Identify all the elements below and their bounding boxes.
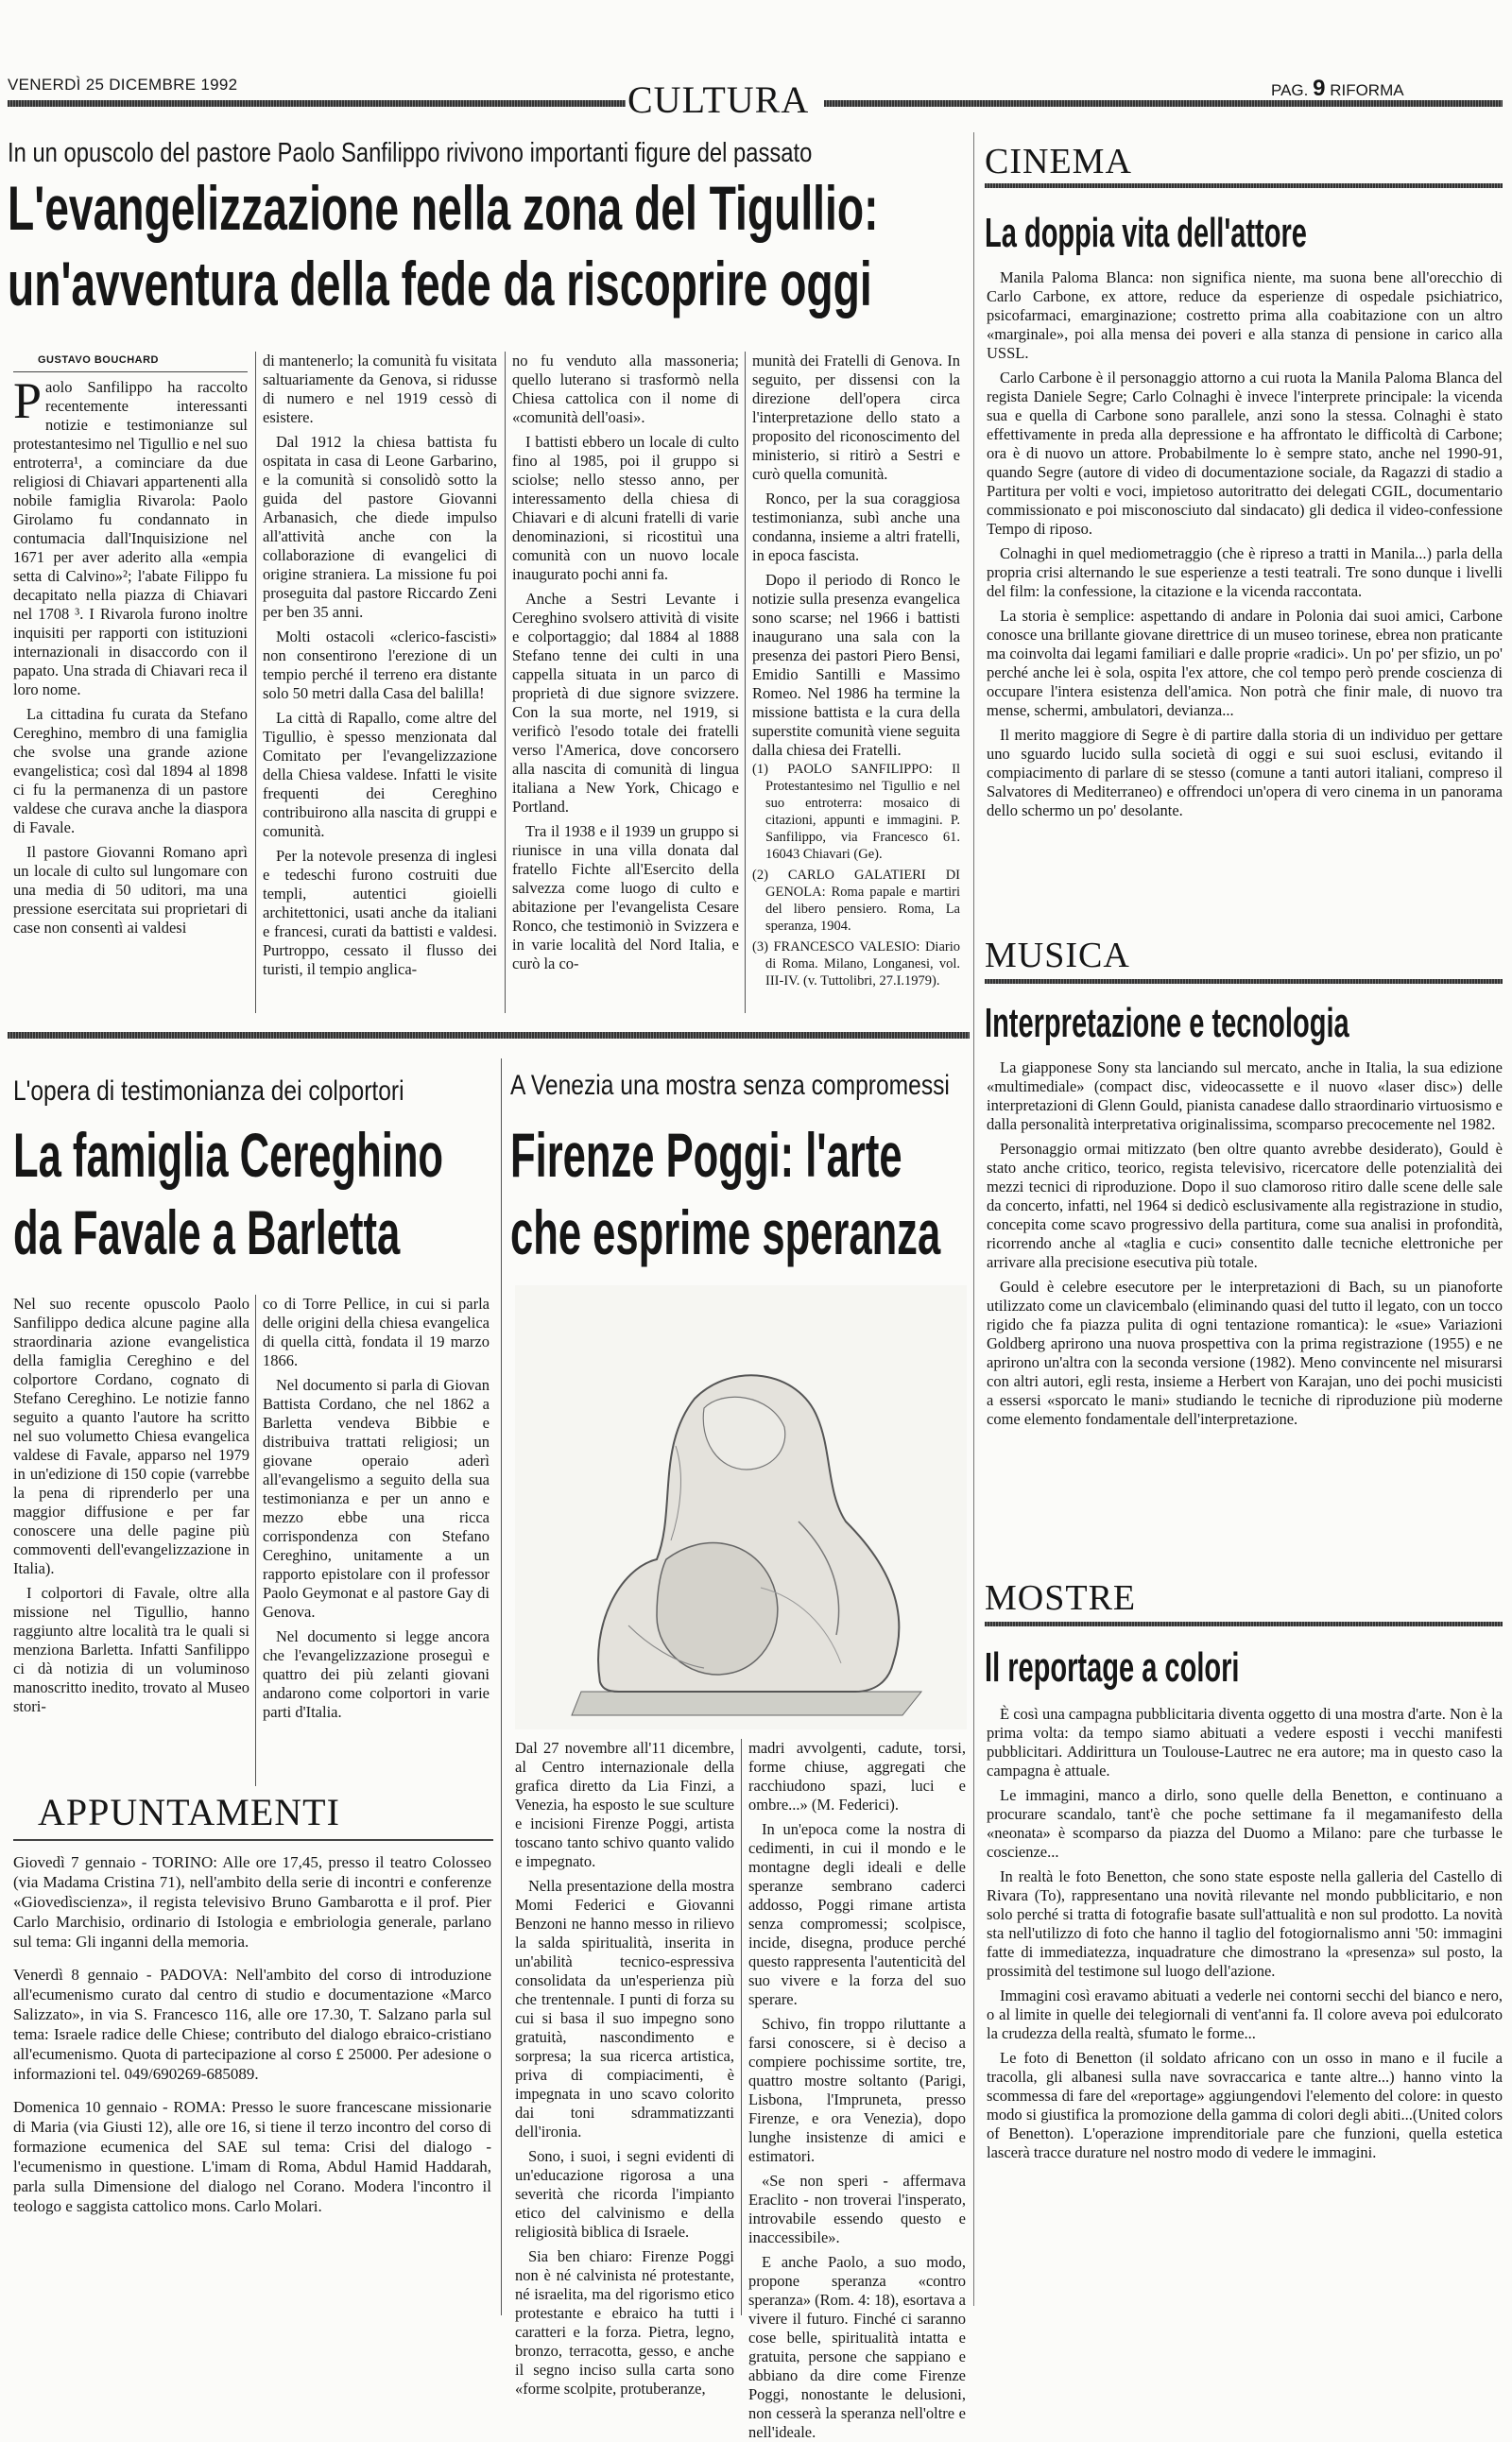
author-rule — [13, 371, 248, 372]
mostre-p5: Le foto di Benetton (il soldato africano con un osso in mano e il fucile a tracolla, gli albanesi sulla nave sovraccarica e tante altre...) hanno vinto la scommessa di fare del «reportage» aggiungendovi l'elemento del colore: in questo modo si giustifica la promozione della gamma di colori degli abiti...(United colors of Benetton). L'operazione imprenditoriale pare che funzioni, quella estetica lascerà tracce durature nel nostro modo di vedere le immagini. — [987, 2049, 1503, 2161]
cinema-title: La doppia vita dell'attore — [985, 210, 1307, 256]
page-label: PAG. — [1271, 81, 1309, 99]
cinema-p2: Carlo Carbone è il personaggio attorno a cui ruota la Manila Paloma Blanca del regista Daniele Segre; Carlo Colnaghi è invece l'interprete principale: la vicenda sua e quella di Carbone sono parallele, anzi sono la stessa. Colnaghi è stato effettivamente in preda alla depressione e ha affrontato le difficoltà di Carbone; ora è di nuovo un attore. Probabilmente lo è sempre stato, anche nel 1990-91, quando Segre (autore di video di documentazione sociale, da Ragazzi di stadio a Partitura per volti e voci, impietoso autoritratto dei delegati CGIL, documentario commissionato e poi misconosciuto dal sindacato) gli dedica il video-confessione Tempo di riposo. — [987, 369, 1503, 538]
col-divider — [745, 352, 746, 1013]
poggi-col1-p3: Sono, i suoi, i segni evidenti di un'educazione rigorosa a una severità che ricorda l'impianto etico del calvinismo e della religiosità biblica di Israele. — [515, 2147, 734, 2241]
lead-footnotes — [752, 761, 960, 1011]
cinema-rule — [985, 183, 1503, 188]
col-divider — [255, 352, 256, 1013]
cereghino-col-2 — [263, 1295, 490, 1786]
musica-p1: La giapponese Sony sta lanciando sul mercato, anche in Italia, la sua edizione «multimediale» (compact disc, videocassette e il nuovo «laser disc») delle interpretazioni di Glenn Gould, pianista canadese dallo straordinario virtuosismo e dalla personalità interpretativa originalissima, scomparso precocemente nel 1982. — [987, 1058, 1503, 1133]
lead-col4-p2: Ronco, per la sua coraggiosa testimonianza, subì anche una condanna, insieme a altri fratelli, in epoca fascista. — [752, 490, 960, 564]
footnote-3: (3) FRANCESCO VALESIO: Diario di Roma. Milano, Longanesi, vol. III-IV. (v. Tuttolibri, 27.I.1979). — [752, 939, 960, 989]
cereghino-col2-p2: Nel documento si parla di Giovan Battista Cordano, che nel 1862 a Barletta vendeva Bibbie e distribuiva trattati religiosi; un giovane operaio aderì all'evangelismo a seguito della sua testimonianza e per un anno e mezzo ebbe una ricca corrispondenza con Stefano Cereghino, unitamente a un rapporto epistolare con il professor Paolo Geymonat e al pastore Gay di Genova. — [263, 1376, 490, 1621]
lead-col3-p4: Tra il 1938 e il 1939 un gruppo si riunisce in una villa donata dal fratello Fichte all'Esercito della salvezza come luogo di culto e abitazione per l'evangelista Cesare Ronco, che testimoniò in Svizzera e in varie località del Nord Italia, e curò la co- — [512, 822, 739, 972]
lead-col-4 — [752, 352, 960, 759]
poggi-col-1 — [515, 1739, 734, 2398]
page-info — [1271, 76, 1404, 102]
lead-col3-p3: Anche a Sestri Levante i Cereghino svolsero attività di visite e colportaggio; dal 1884 al 1888 Stefano tenne dei culti in una cappella situata in un parco di proprietà di due signore svizzere. Con la sua morte, nel 1919, si verificò l'esodo totale dei fratelli verso l'America, dove concorsero alla nascita di comunità di lingua italiana a New York, Chicago e Portland. — [512, 590, 739, 816]
sculpture-photo — [515, 1285, 967, 1729]
footnote-2: (2) CARLO GALATIERI DI GENOLA: Roma papale e martiri del libero pensiero. Roma, La speranza, 1904. — [752, 868, 960, 934]
poggi-title-line2: che esprime speranza — [510, 1197, 941, 1267]
lead-col-3 — [512, 352, 739, 1013]
poggi-col2-p2: In un'epoca come la nostra di cedimenti, in cui il mondo e le montagne degli ideali e delle speranze sembrano caderci addosso, Poggi rimane artista senza compromessi; scolpisce, incide, disegna, produce perché questo rappresenta l'autenticità del suo vivere e la forza del suo sperare. — [748, 1820, 966, 2008]
lead-title-line1: L'evangelizzazione nella zona del Tigullio: — [8, 173, 879, 243]
mostre-p3: In realtà le foto Benetton, che sono state esposte nella galleria del Castello di Rivara (To), rappresentano una novità rilevante nel mondo pubblicitario, e non solo perché si tratta di fotografie basate sull'attualità e non sul prodotto. La novità sta nell'utilizzo di foto che hanno il taglio del fotogiornalismo anni '50: immagini fatte di immediatezza, inquadrature che dimostrano la «presenza» sul posto, la prossimità del testimone sul luogo dell'azione. — [987, 1867, 1503, 1980]
lead-col3-p1: no fu venduto alla massoneria; quello luterano si trasformò nella Chiesa cattolica con il nome di «comunità dell'oasi». — [512, 352, 739, 426]
footnote-1: (1) PAOLO SANFILIPPO: Il Protestantesimo nel Tigullio e nel suo entroterra: mosaico di citazioni, appunti e immagini. P. Sanfilippo, via Francesco 61. 16043 Chiavari (Ge). — [752, 762, 960, 862]
lead-col1-p1: Paolo Sanfilippo ha raccolto recentemente interessanti notizie e testimonianze sul protestantesimo nel Tigullio e nel suo entroterra¹, a cominciare da due religiosi di Chiavari appartenenti alla nobile famiglia Rivarola: Paolo Girolamo fu condannato in contumacia dall'Inquisizione nel 1671 per aver aderito alla «empia setta di Calvino»²; l'abate Filippo fu decapitato nella piazza di Chiavari nel 1708 ³. I Rivarola furono inoltre inquisiti per rapporti con istituzioni internazionali in disaccordo con il papato. Una strada di Chiavari reca il loro nome. — [13, 372, 248, 698]
musica-title: Interpretazione e tecnologia — [985, 1000, 1349, 1046]
poggi-title-line1: Firenze Poggi: l'arte — [510, 1120, 902, 1190]
lead-kicker: In un opuscolo del pastore Paolo Sanfilippo rivivono importanti figure del passato — [8, 138, 813, 168]
cereghino-col1-p1: Nel suo recente opuscolo Paolo Sanfilippo dedica alcune pagine alla straordinaria azione evangelistica della famiglia Cereghino e del colportore Cordano, cognato di Stefano Cereghino. Le notizie fanno seguito a quanto l'autore ha scritto nel suo volumetto Chiesa evangelica valdese di Favale, apparso nel 1979 in un'edizione di 150 copie (varrebbe la pena di riprenderlo per una maggior diffusione e per far conoscere una delle pagine più commoventi dell'evangelizzazione in Italia). — [13, 1295, 249, 1577]
cinema-section: CINEMA — [985, 142, 1132, 181]
poggi-col-2 — [748, 1739, 966, 2441]
cereghino-col2-p3: Nel documento si legge ancora che l'evangelizzazione proseguì e quattro dei più zelanti giovani andarono come colportori in varie parti d'Italia. — [263, 1627, 490, 1721]
col-divider — [505, 352, 506, 1013]
issue-date: VENERDÌ 25 DICEMBRE 1992 — [8, 76, 238, 94]
paper-name: RIFORMA — [1330, 81, 1404, 99]
right-column-divider — [973, 132, 974, 2306]
lead-col2-p1: di mantenerlo; la comunità fu visitata saltuariamente da Genova, si ridusse di numero e nel 1919 cessò di esistere. — [263, 352, 497, 426]
musica-p2: Personaggio ormai mitizzato (ben oltre quanto avrebbe desiderato), Gould è stato anche critico, teorico, regista televisivo, ricercatore delle potenzialità dei mezzi tecnici di riproduzione. Dopo il suo clamoroso ritiro dalle scene delle sale da concerto, infatti, nel 1964 si dedicò esclusivamente alla registrazione in studio, concepita come scavo progressivo della partitura, come sua analisi in profondità, ricorrendo anche al «taglia e cuci» consentito dalle tecniche elettroniche per arrivare alla precisione esecutiva più totale. — [987, 1140, 1503, 1271]
col-divider — [255, 1295, 256, 1786]
poggi-col2-p4: «Se non speri - affermava Eraclito - non troverai l'insperato, introvabile essendo questo e inaccessibile». — [748, 2172, 966, 2246]
appointment-item: Domenica 10 gennaio - ROMA: Presso le suore francescane missionarie di Maria (via Giusti 12), alle ore 16, si tiene il terzo incontro del corso di formazione ecumenica del SAE sul tema: Crisi del dialogo - l'ecumenismo in questione. L'imam di Roma, Abdul Hamid Haddarah, parla sulla Dimensione del dialogo nel Corano. Modera l'incontro il teologo e saggista cattolico mons. Carlo Molari. — [13, 2098, 491, 2215]
page-number: 9 — [1313, 76, 1326, 101]
cereghino-col1-p2: I colportori di Favale, oltre alla missione nel Tigullio, hanno raggiunto altre località tra le quali si menziona Barletta. Infatti Sanfilippo ci dà notizia di un voluminoso manoscritto inedito, trovato al Museo stori- — [13, 1584, 249, 1715]
lead-col2-p3: Molti ostacoli «clerico-fascisti» non consentirono l'erezione di un tempio perché il terreno era distante solo 50 metri dalla Casa del balilla! — [263, 628, 497, 702]
section-title: CULTURA — [627, 78, 810, 121]
drop-cap: P — [13, 372, 43, 429]
lead-col4-p1: munità dei Fratelli di Genova. In seguito, per dissensi con la direzione dell'opera circa l'interpretazione dello stato a proposito del riconoscimento del ministerio, si ritirò a Sestri e curò quella comunità. — [752, 352, 960, 483]
mostre-p1: È così una campagna pubblicitaria diventa oggetto di una mostra d'arte. Non è la prima volta: da tempo siamo abituati a vedere esposti i vecchi manifesti pubblicitari. Addirittura un Toulouse-Lautrec ne era autore; ma in questo caso la campagna è attuale. — [987, 1705, 1503, 1780]
mostre-section: MOSTRE — [985, 1578, 1137, 1618]
mostre-title: Il reportage a colori — [985, 1644, 1240, 1691]
appuntamenti-rule — [13, 1839, 493, 1841]
masthead-rule-left — [8, 100, 626, 107]
lead-col2-p5: Per la notevole presenza di inglesi e tedeschi furono costruiti due templi, autentici gioielli architettonici, usati anche da italiani e francesi, curati da battisti e valdesi. Purtroppo, cessato il flusso dei turisti, il tempio anglica- — [263, 847, 497, 978]
lead-author: GUSTAVO BOUCHARD — [38, 354, 159, 366]
musica-p3: Gould è celebre esecutore per le interpretazioni di Bach, su un pianoforte utilizzato come un clavicembalo (eliminando quasi del tutto il legato, con un tocco rigido che fa piazza pulita di ogni tentazione romantica): le «sue» Variazioni Goldberg aprirono una nuova prospettiva con la prima registrazione (1955) e ne aprirono un'altra con la seconda versione (1982). Meno convincente nel misurarsi con altri autori, egli resta, insieme a Herbert von Karajan, uno dei pochi musicisti a essersi «sporcato le mani» studiando le tecniche di riproduzione più moderne come elemento fondamentale dell'interpretazione. — [987, 1278, 1503, 1428]
col-divider — [741, 1739, 742, 2315]
poggi-col1-p1: Dal 27 novembre all'11 dicembre, al Centro internazionale della grafica diretto da Lia Finzi, a Venezia, ha esposto le sue sculture e incisioni Firenze Poggi, artista toscano tanto schivo quanto valido e impegnato. — [515, 1739, 734, 1870]
cinema-body — [987, 268, 1503, 902]
cereghino-title-line2: da Favale a Barletta — [13, 1197, 401, 1267]
musica-body — [987, 1058, 1503, 1720]
cereghino-title-line1: La famiglia Cereghino — [13, 1120, 444, 1190]
cinema-p3: Colnaghi in quel mediometraggio (che è ripreso a tratti in Manila...) parla della propria crisi alternando le sue esperienze a testi teatrali. Tre sono dunque i livelli del film: la confessione, la citazione e la vicenda raccontata. — [987, 544, 1503, 600]
poggi-kicker: A Venezia una mostra senza compromessi — [510, 1070, 950, 1101]
lower-section-rule — [8, 1032, 970, 1039]
lead-col-1 — [13, 372, 248, 1011]
lead-col2-p2: Dal 1912 la chiesa battista fu ospitata in casa di Leone Garbarino, e la comunità si consolidò sotto la guida del pastore Giovanni Arbanasich, che diede impulso all'attività anche con la collaborazione di evangelici di origine straniera. La missione fu poi proseguita dal pastore Riccardo Zeni per ben 35 anni. — [263, 433, 497, 621]
mostre-rule — [985, 1622, 1503, 1626]
appointment-item: Venerdì 8 gennaio - PADOVA: Nell'ambito del corso di introduzione all'ecumenismo curato dal centro di studio e documentazione «Marco Salizzato», in via S. Francesco 116, alle ore 17.30, T. Salzano parla sul tema: Israele radice delle Chiese; contributo del dialogo ebraico-cristiano all'ecumenismo. Quota di partecipazione al corso £ 25000. Per adesione o informazioni tel. 049/690269-685089. — [13, 1966, 491, 2083]
cinema-p4: La storia è semplice: aspettando di andare in Polonia dai suoi amici, Carbone conosce una brillante giovane direttrice di un museo torinese, ebrea non praticante ma coinvolta dai legami familiari e dalle proprie «radici». Un po' per sfizio, un po' perché anche lei è sola, ospita l'ex attore, che col tempo però prende coscienza di occupare l'intera esistenza dell'amica. Non potrà che finir male, di nuovo tra mense, schermi, ambulatori, devianza... — [987, 607, 1503, 719]
mostre-p2: Le immagini, manco a dirlo, sono quelle della Benetton, e continuano a procurare scandalo, tant'è che poche settimane fa il megamanifesto della «neonata» è scomparso da piazza del Duomo a Milano: pare che turbasse le coscienze... — [987, 1786, 1503, 1861]
poggi-col1-p4: Sia ben chiaro: Firenze Poggi non è né calvinista né protestante, né israelita, ma del rigorismo etico protestante e ebraico ha tutti i caratteri e la forza. Pietra, legno, bronzo, terracotta, gesso, e anche il segno inciso sulla carta sono «forme scolpite, protuberanze, — [515, 2247, 734, 2398]
lead-col4-p3: Dopo il periodo di Ronco le notizie sulla presenza evangelica sono scarse; nel 1966 i battisti inaugurano una sala con la presenza dei pastori Piero Bensi, Emidio Santilli e Massimo Romeo. Nel 1986 ha termine la missione battista e la cura della superstite comunità viene seguita dalla chiesa dei Fratelli. — [752, 571, 960, 759]
lead-col1-p2: La cittadina fu curata da Stefano Cereghino, membro di una famiglia che svolse una grande azione evangelistica; così dal 1894 al 1898 ci fu la permanenza di un pastore valdese che curava anche la diaspora di Favale. — [13, 705, 248, 836]
cereghino-col2-p1: co di Torre Pellice, in cui si parla delle origini della chiesa evangelica di quella città, fondata il 19 marzo 1866. — [263, 1295, 490, 1369]
poggi-col1-p2: Nella presentazione della mostra Momi Federici e Giovanni Benzoni ne hanno messo in rilievo la salda spiritualità, inserita in un'abilità tecnico-espressiva consolidata da un'esperienza più che trentennale. I punti di forza su cui si basa il suo impegno sono gratuità, nascondimento e sorpresa; la sua ricerca artistica, priva di compiacimenti, è impegnata in uno scavo colorito dai toni sdrammatizzanti dell'ironia. — [515, 1877, 734, 2141]
lead-col3-p2: I battisti ebbero un locale di culto fino al 1985, poi il gruppo si sciolse; nello stesso anno, per interessamento della chiesa di Chiavari e di alcuni fratelli di varie denominazioni, si ricostituì una comunità con un nuovo locale inaugurato pochi anni fa. — [512, 433, 739, 583]
cinema-p5: Il merito maggiore di Segre è di partire dalla storia di un individuo per gettare uno sguardo lucido sulla società di oggi e sui suoi esclusi, evitando il compiacimento di parlare di se stesso (comune a tanti autori italiani, compreso il Salvatores di Mediterraneo) e offrendoci un'opera di vero cinema in un panorama dello schermo un po' desolante. — [987, 726, 1503, 819]
lead-col2-p4: La città di Rapallo, come altre del Tigullio, è spesso menzionata dal Comitato per l'evangelizzazione della Chiesa valdese. Infatti le visite frequenti dei Cereghino contribuirono alla nascita di gruppi e comunità. — [263, 709, 497, 840]
mostre-p4: Immagini così eravamo abituati a vederle nei contorni secchi del bianco e nero, o al limite in quelle dei telegiornali di vent'anni fa. Il colore aveva poi edulcorato la crudezza della realtà, sfumato le forme... — [987, 1986, 1503, 2042]
lead-col1-p3: Il pastore Giovanni Romano aprì un locale di culto sul lungomare con una media di 50 uditori, ma una pressione esercitata sui proprietari di case non consentì ai valdesi — [13, 843, 248, 937]
cinema-p1: Manila Paloma Blanca: non significa niente, ma suona bene all'orecchio di Carlo Carbone, ex attore, reduce da esperienze di ospedale psichiatrico, psicofarmaci, emarginazione; costretto prima alla coabitazione con un altro «marginale», poi alla mensa dei poveri e alla stanza di pensione in carico alla USSL. — [987, 268, 1503, 362]
mostre-body — [987, 1705, 1503, 2315]
cereghino-kicker: L'opera di testimonianza dei colportori — [13, 1075, 404, 1107]
poggi-col2-p1: madri avvolgenti, cadute, torsi, forme chiuse, aggregati che racchiudono spazi, luci e ombre...» (M. Federici). — [748, 1739, 966, 1814]
center-divider — [501, 1058, 502, 2315]
sculpture-drawing — [515, 1285, 967, 1729]
appointment-item: Giovedì 7 gennaio - TORINO: Alle ore 17,45, presso il teatro Colosseo (via Madama Cristina 71), nell'ambito della serie di incontri e conferenze «Giovedìscienza», il regista televisivo Bruno Gambarotta e il prof. Pier Carlo Marchisio, ordinario di Istologia e embriologia generale, parlano sul tema: Gli inganni della memoria. — [13, 1853, 491, 1951]
poggi-col2-p3: Schivo, fin troppo riluttante a farsi conoscere, si è deciso a compiere pochissime sortite, tre, quattro mostre soltanto (Parigi, Lisbona, l'Impruneta, presso Firenze, e ora Venezia), dopo lunghe insistenze di amici e estimatori. — [748, 2015, 966, 2165]
appuntamenti-list — [13, 1852, 491, 2315]
lead-col-2 — [263, 352, 497, 1013]
appuntamenti-title: APPUNTAMENTI — [38, 1791, 340, 1833]
lead-title-line2: un'avventura della fede da riscoprire oggi — [8, 249, 872, 318]
musica-rule — [985, 979, 1503, 984]
poggi-col2-p5: E anche Paolo, a suo modo, propone speranza «contro speranza» (Rom. 4: 18), esortava a vivere il futuro. Finché ci saranno cose belle, spiritualità intatta e gratuita, persone che sappiano e abbiano da dire come Firenze Poggi, nonostante le delusioni, non cesserà la speranza nell'oltre e nell'ideale. — [748, 2253, 966, 2441]
musica-section: MUSICA — [985, 936, 1130, 975]
